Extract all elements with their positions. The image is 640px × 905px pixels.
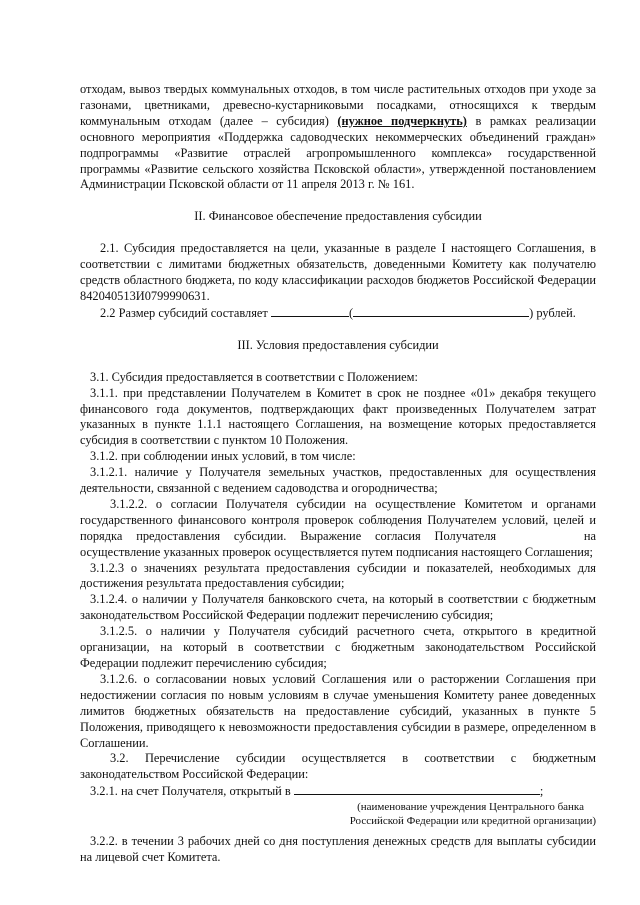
clause-3-1-2-3: 3.1.2.3 о значениях результата предоставления субсидии и показателей, необходимых для достижения результата предоставления субсидии; <box>80 560 596 591</box>
clause-3-1: 3.1. Субсидия предоставляется в соответствии с Положением: <box>90 369 418 384</box>
clause-2-2 <box>80 305 596 322</box>
clause-3-2-1-text: 3.2.1. на счет Получателя, открытый в <box>90 784 291 799</box>
clause-3-1-2-2-text-a: 3.1.2.2. о согласии Получателя субсидии на осуществление Комитетом и органами государственного финансового контроля проверок соблюдения Получателем условий, целей и порядка предоставления субсидии. Выражение согласия Получателя <box>80 496 596 543</box>
clause-3-1-2-6: 3.1.2.6. о согласовании новых условий Соглашения или о расторжении Соглашения при недостижении согласия по новым условиям в случае уменьшения Комитету ранее доведенных лимитов бюджетных обязательств на предоставление субсидий, указанных в пункте 5 Положения, приводящего к невозможности предоставления субсидии в размере, определенном в Соглашении. <box>80 671 596 750</box>
bank-note-line-1: (наименование учреждения Центрального банка <box>357 801 584 814</box>
clause-3-1-2-2-na: на <box>583 528 596 543</box>
clause-2-2-label: 2.2 Размер субсидий составляет <box>100 305 268 320</box>
clause-3-1-2-4: 3.1.2.4. о наличии у Получателя банковского счета, на который в соответствии с бюджетным законодательством Российской Федерации подлежит перечислению субсидия; <box>80 592 596 623</box>
underline-note: (нужное подчеркнуть) <box>337 113 467 128</box>
clause-2-1: 2.1. Субсидия предоставляется на цели, указанные в разделе I настоящего Соглашения, в соответствии с лимитами бюджетных обязательств, доведенными Комитету как получателю средств областного бюджета, по коду классификации расходов бюджетов Российской Федерации 842040513И0799990631. <box>80 241 596 303</box>
section-3-title: III. Условия предоставления субсидии <box>237 337 439 352</box>
clause-3-1-2-2 <box>80 497 596 561</box>
clause-3-2: 3.2. Перечисление субсидии осуществляется в соответствии с бюджетным законодательством Российской Федерации: <box>80 751 596 782</box>
clause-3-1-2-2-text-b: осуществление указанных проверок осуществляется путем подписания настоящего Соглашения; <box>80 544 593 559</box>
clause-3-2-2: 3.2.2. в течении 3 рабочих дней со дня поступления денежных средств для выплаты субсидии на лицевой счет Комитета. <box>80 834 596 865</box>
bank-note-line-2: Российской Федерации или кредитной организации) <box>349 815 596 828</box>
bank-name-blank[interactable] <box>294 783 540 795</box>
clause-2-2-unit: ) рублей. <box>529 305 576 320</box>
paragraph-continuation <box>80 82 596 193</box>
clause-3-1-2: 3.1.2. при соблюдении иных условий, в том числе: <box>90 449 356 464</box>
para-text-1: отходам, вывоз твердых коммунальных отходов, в том числе растительных отходов при уходе за газонами, цветниками, древесно-кустарниковыми посадками, относящихся к твердым коммунальным отходам (далее – субсидия) <box>80 82 596 128</box>
clause-3-2-1 <box>80 783 596 800</box>
section-2-title: II. Финансовое обеспечение предоставления субсидии <box>194 209 482 224</box>
clause-3-1-2-5: 3.1.2.5. о наличии у Получателя субсидий расчетного счета, открытого в кредитной организации, на который в соответствии с бюджетным законодательством Российской Федерации подлежит перечислению субсидия; <box>80 624 596 670</box>
clause-3-1-1: 3.1.1. при представлении Получателем в Комитет в срок не позднее «01» декабря текущего финансового года документов, подтверждающих факт произведенных Получателем затрат указанных в пункте 1.1.1 настоящего Соглашения, на возмещение которых предоставляется субсидия в соответствии с пунктом 10 Положения. <box>80 385 596 448</box>
clause-2-2-paren-open: ( <box>348 305 354 320</box>
clause-3-2-1-end: ; <box>539 784 544 799</box>
clause-3-1-2-1: 3.1.2.1. наличие у Получателя земельных участков, предоставленных для осуществления деятельности, связанной с ведением садоводства и огородничества; <box>80 465 596 496</box>
amount-words-blank[interactable] <box>353 305 529 317</box>
amount-blank[interactable] <box>271 305 349 317</box>
para-text-2: в рамках реализации основного мероприятия «Поддержка садоводческих некоммерческих объединений граждан» подпрограммы «Развитие отраслей агропромышленного комплекса» государственной программы «Развитие сельского хозяйства Псковской области», утвержденной постановлением Администрации Псковской области от 11 апреля 2013 г. № 161. <box>80 113 597 192</box>
